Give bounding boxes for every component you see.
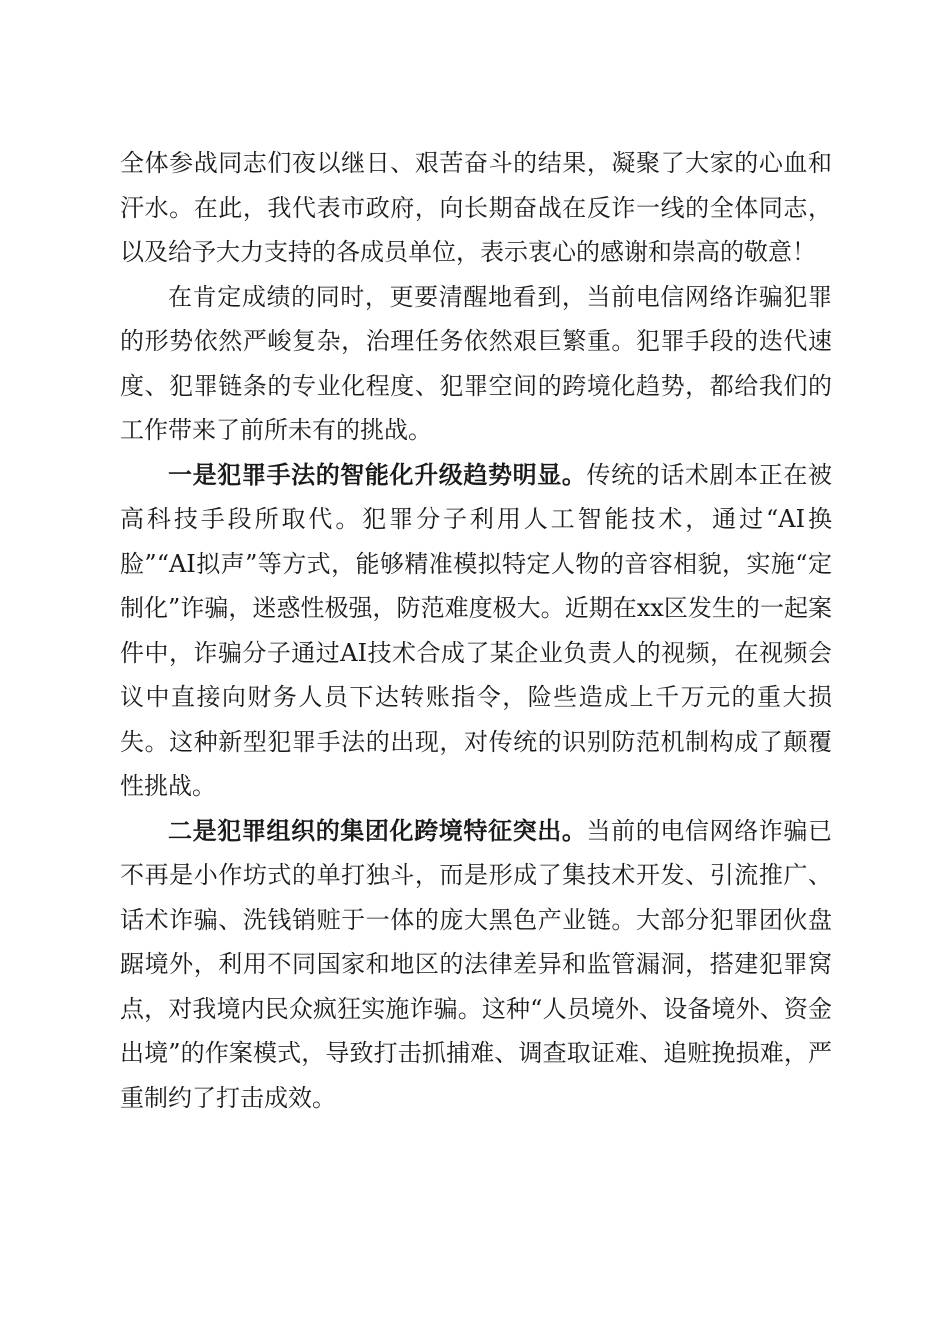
paragraph-text: 当前的电信网络诈骗已不再是小作坊式的单打独斗，而是形成了集技术开发、引流推广、话术诈骗、洗钱销赃于一体的庞大黑色产业链。大部分犯罪团伙盘踞境外，利用不同国家和地区的法律差异和监管漏洞，搭建犯罪窝点，对我境内民众疯狂实施诈骗。这种“人员境外、设备境外、资金出境”的作案模式，导致打击抓捕难、调查取证难、追赃挽损难，严重制约了打击成效。 — [120, 816, 833, 1112]
paragraph-text: 全体参战同志们夜以继日、艰苦奋斗的结果，凝聚了大家的心血和汗水。在此，我代表市政府，向长期奋战在反诈一线的全体同志，以及给予大力支持的各成员单位，表示衷心的感谢和崇高的敬意！ — [120, 149, 832, 266]
paragraph-point-two — [120, 809, 832, 1121]
paragraph-continuation — [120, 141, 832, 275]
paragraph-challenges-intro — [120, 275, 832, 453]
paragraph-lead-heading: 一是犯罪手法的智能化升级趋势明显。 — [168, 459, 587, 489]
paragraph-text: 在肯定成绩的同时，更要清醒地看到，当前电信网络诈骗犯罪的形势依然严峻复杂，治理任务依然艰巨繁重。犯罪手段的迭代速度、犯罪链条的专业化程度、犯罪空间的跨境化趋势，都给我们的工作带来了前所未有的挑战。 — [120, 282, 832, 444]
document-body — [120, 141, 832, 1120]
paragraph-text: 传统的话术剧本正在被高科技手段所取代。犯罪分子利用人工智能技术，通过“AI换脸”“AI拟声”等方式，能够精准模拟特定人物的音容相貌，实施“定制化”诈骗，迷惑性极强，防范难度极大。近期在xx区发生的一起案件中，诈骗分子通过AI技术合成了某企业负责人的视频，在视频会议中直接向财务人员下达转账指令，险些造成上千万元的重大损失。这种新型犯罪手法的出现，对传统的识别防范机制构成了颠覆性挑战。 — [120, 460, 833, 800]
paragraph-point-one — [120, 453, 832, 809]
paragraph-lead-heading: 二是犯罪组织的集团化跨境特征突出。 — [168, 815, 587, 845]
